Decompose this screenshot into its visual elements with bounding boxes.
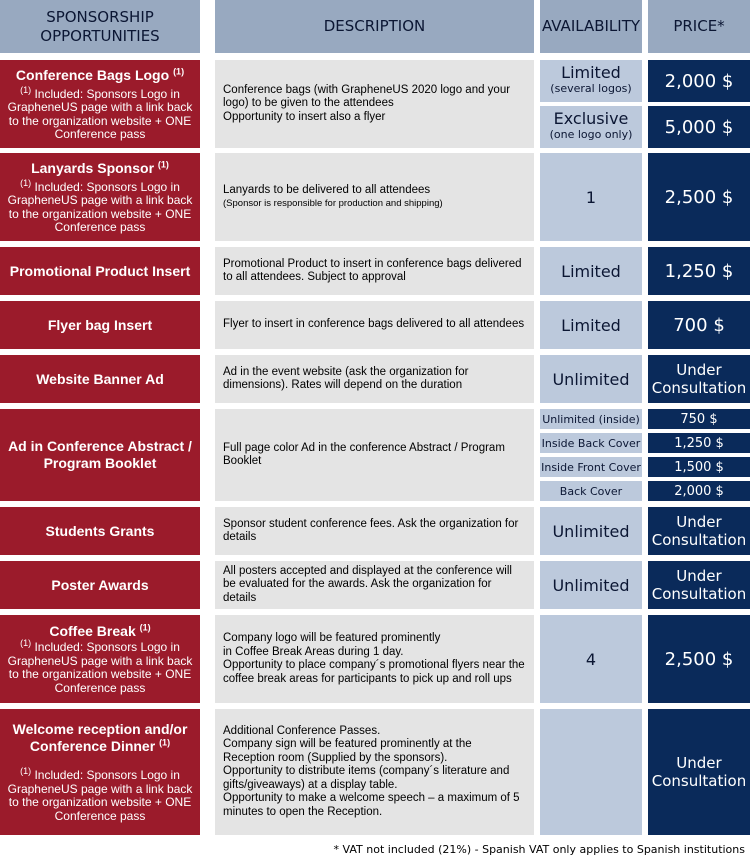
row-website-banner-ad-price: Under Consultation	[648, 355, 750, 403]
row-lanyards-sponsor-price: 2,500 $	[648, 153, 750, 241]
row-welcome-reception-description	[215, 709, 534, 835]
availability-value: Limited	[561, 63, 621, 82]
title-footnote-mark: (1)	[157, 158, 169, 169]
price-back-cover: 2,000 $	[648, 481, 750, 501]
row-note: Included: Sponsors Logo in GrapheneUS page with a link back to the organization website + ONE Conference pass	[7, 179, 193, 234]
row-ad-booklet-name	[0, 409, 200, 501]
row-promotional-product-insert-price: 1,250 $	[648, 247, 750, 295]
row-title: Students Grants	[45, 522, 155, 539]
row-title: Coffee Break	[49, 623, 136, 639]
row-coffee-break-price: 2,500 $	[648, 615, 750, 703]
availability-back-cover: Back Cover	[540, 481, 642, 501]
row-students-grants-name	[0, 507, 200, 555]
row-title: Lanyards Sponsor	[31, 159, 155, 176]
row-students-grants-price: Under Consultation	[648, 507, 750, 555]
row-poster-awards-availability: Unlimited	[540, 561, 642, 609]
description-line: Additional Conference Passes.	[223, 724, 381, 737]
row-coffee-break-name	[0, 615, 200, 703]
row-title: Promotional Product Insert	[9, 262, 191, 279]
row-poster-awards-price: Under Consultation	[648, 561, 750, 609]
availability-value: Exclusive	[553, 109, 629, 128]
row-promotional-product-insert-description: Promotional Product to insert in conference bags delivered to all attendees. Subject to approval	[215, 247, 534, 295]
price-exclusive-one-logo: 5,000 $	[648, 106, 750, 148]
description-line: Opportunity to make a welcome speech – a maximum of 5 minutes to open the Reception.	[223, 792, 520, 818]
note-footnote-mark: (1)	[20, 766, 32, 776]
availability-unlimited-inside: Unlimited (inside)	[540, 409, 642, 429]
title-footnote-mark: (1)	[173, 65, 185, 76]
vat-footnote: * VAT not included (21%) - Spanish VAT only applies to Spanish institutions	[333, 843, 745, 856]
note-footnote-mark: (1)	[20, 84, 32, 95]
row-promotional-product-insert-name	[0, 247, 200, 295]
row-website-banner-ad-name	[0, 355, 200, 403]
row-welcome-reception-name	[0, 709, 200, 835]
description-line: Company sign will be featured prominently at the Reception room (Supplied by the sponsors).	[223, 738, 472, 764]
title-footnote-mark: (1)	[139, 622, 151, 633]
row-coffee-break-availability: 4	[540, 615, 642, 703]
availability-note: (one logo only)	[549, 128, 633, 141]
row-note: Included: Sponsors Logo in GrapheneUS page with a link back to the organization website + ONE Conference pass	[7, 86, 193, 141]
row-poster-awards-description: All posters accepted and displayed at the conference will be evaluated for the awards. Ask the organization for details	[215, 561, 534, 609]
price-limited-several-logos: 2,000 $	[648, 60, 750, 102]
availability-exclusive-one-logo	[540, 106, 642, 148]
row-title: Ad in Conference Abstract / Program Booklet	[8, 438, 192, 471]
description-line: Opportunity to distribute items (company´s literature and gifts/giveaways) at a display table.	[223, 765, 510, 791]
row-welcome-reception-price: Under Consultation	[648, 709, 750, 835]
row-website-banner-ad-description: Ad in the event website (ask the organization for dimensions). Rates will depend on the duration	[215, 355, 534, 403]
row-welcome-reception-availability	[540, 709, 642, 835]
row-flyer-bag-insert-name	[0, 301, 200, 349]
title-footnote-mark: (1)	[159, 737, 171, 748]
row-title: Conference Bags Logo	[15, 66, 170, 83]
row-title: Flyer bag Insert	[47, 316, 153, 333]
row-students-grants-description: Sponsor student conference fees. Ask the organization for details	[215, 507, 534, 555]
description-line: Lanyards to be delivered to all attendees	[223, 183, 431, 196]
description-line: Opportunity to place company´s promotional flyers near the coffee break areas for participants to pick up and roll ups	[223, 659, 525, 685]
row-note: Included: Sponsors Logo in GrapheneUS page with a link back to the organization website + ONE Conference pass	[7, 640, 193, 695]
price-inside-back-cover: 1,250 $	[648, 433, 750, 453]
row-promotional-product-insert-availability: Limited	[540, 247, 642, 295]
row-title: Website Banner Ad	[36, 370, 164, 387]
row-lanyards-sponsor-description	[215, 153, 534, 241]
row-title: Welcome reception and/or Conference Dinner	[12, 721, 188, 754]
row-flyer-bag-insert-price: 700 $	[648, 301, 750, 349]
row-flyer-bag-insert-availability: Limited	[540, 301, 642, 349]
row-flyer-bag-insert-description: Flyer to insert in conference bags delivered to all attendees	[215, 301, 534, 349]
header-description: DESCRIPTION	[215, 0, 534, 53]
note-footnote-mark: (1)	[20, 177, 32, 188]
price-inside-front-cover: 1,500 $	[648, 457, 750, 477]
availability-inside-front-cover: Inside Front Cover	[540, 457, 642, 477]
row-coffee-break-description	[215, 615, 534, 703]
availability-limited-several-logos	[540, 60, 642, 102]
header-price: PRICE*	[648, 0, 750, 53]
row-note: Included: Sponsors Logo in GrapheneUS page with a link back to the organization website + ONE Conference pass	[7, 768, 193, 823]
availability-note: (several logos)	[550, 82, 632, 95]
row-website-banner-ad-availability: Unlimited	[540, 355, 642, 403]
price-unlimited-inside: 750 $	[648, 409, 750, 429]
description-line: Company logo will be featured prominently in Coffee Break Areas during 1 day.	[223, 632, 441, 658]
note-footnote-mark: (1)	[20, 638, 32, 648]
row-students-grants-availability: Unlimited	[540, 507, 642, 555]
row-lanyards-sponsor-name	[0, 153, 200, 241]
description-line: Opportunity to insert also a flyer	[223, 110, 386, 123]
row-conference-bags-logo-description	[215, 60, 534, 148]
header-availability: AVAILABILITY	[540, 0, 642, 53]
description-note: (Sponsor is responsible for production and shipping)	[223, 198, 443, 209]
description-line: Conference bags (with GrapheneUS 2020 logo and your logo) to be given to the attendees	[223, 83, 511, 110]
row-ad-booklet-description: Full page color Ad in the conference Abstract / Program Booklet	[215, 409, 534, 501]
row-conference-bags-logo-name	[0, 60, 200, 148]
row-poster-awards-name	[0, 561, 200, 609]
header-opportunities: SPONSORSHIP OPPORTUNITIES	[0, 0, 200, 53]
row-lanyards-sponsor-availability: 1	[540, 153, 642, 241]
row-title: Poster Awards	[51, 576, 149, 593]
availability-inside-back-cover: Inside Back Cover	[540, 433, 642, 453]
